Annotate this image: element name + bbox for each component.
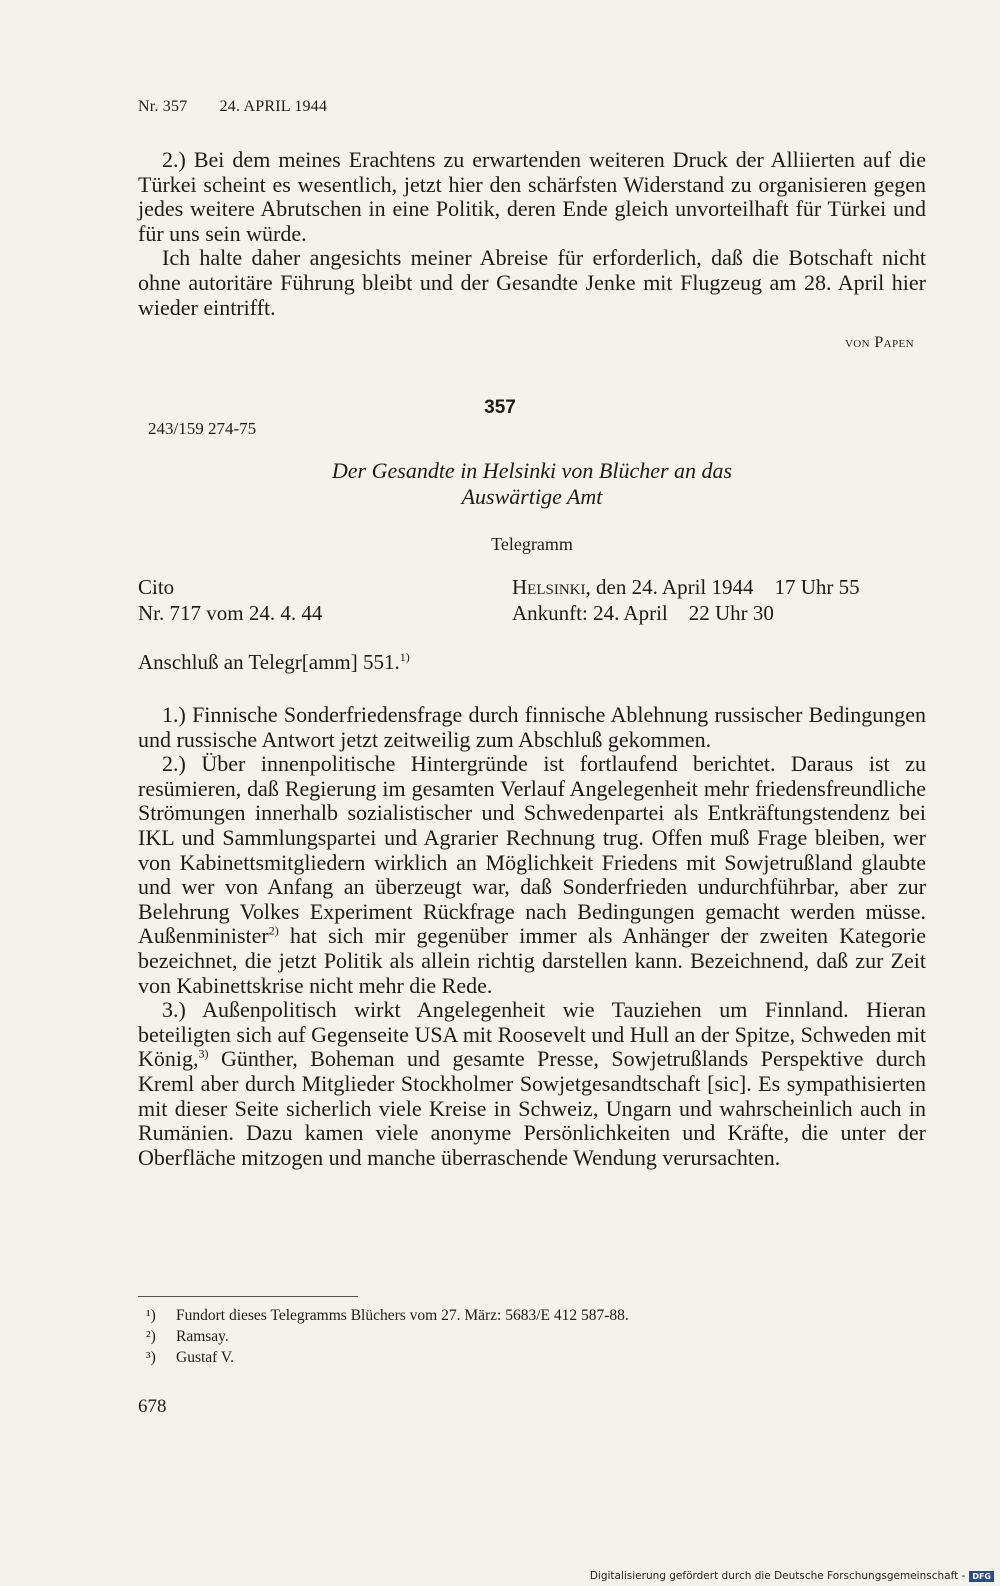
footnote-divider [138, 1296, 358, 1297]
arrival-line: Ankunft: 24. April 22 Uhr 30 [512, 601, 774, 625]
footnote-text: Gustaf V. [176, 1349, 234, 1366]
running-head [138, 98, 327, 116]
document-title-line: Der Gesandte in Helsinki von Blücher an das [331, 458, 733, 483]
priority-mark: Cito [138, 575, 175, 599]
document-title-line: Auswärtige Amt [461, 484, 603, 509]
paragraph [138, 752, 926, 998]
file-reference: 243/159 274-75 [148, 419, 257, 438]
signature: von Papen [844, 334, 914, 351]
footnote [146, 1305, 629, 1326]
reference-text: Anschluß an Telegr[amm] 551. [138, 650, 400, 674]
footnote-mark: ³) [146, 1349, 156, 1366]
dispatch-time: , den 24. April 1944 17 Uhr 55 [585, 575, 860, 599]
footnote [146, 1326, 629, 1347]
running-head-date: 24. APRIL 1944 [219, 98, 328, 115]
paragraph: 2.) Bei dem meines Erachtens zu erwartenden weiteren Druck der Alliierten auf die Türkei scheint es wesentlich, jetzt hier den schärfsten Widerstand zu organisieren gegen jedes weitere Abrutschen in eine Politik, deren Ende gleich unvorteilhaft für Türkei und für uns sein würde. [138, 147, 926, 246]
document-title [138, 458, 926, 510]
footnote [146, 1347, 629, 1368]
credit-text: Digitalisierung gefördert durch die Deutsche Forschungsgemeinschaft - [589, 1570, 966, 1582]
paragraph-text: hat sich mir gegenüber immer als Anhänger der zweiten Kategorie bezeichnet, die jetzt Politik als allein richtig darstellen kann. Bezeichnend, daß zur Zeit von Kabinettskrise nicht mehr die Rede. [138, 923, 926, 998]
paragraph-text: 3.) Außenpolitisch wirkt Angelegenheit wie Tauziehen um Finnland. Hieran beteiligten sich auf Gegenseite USA mit Roosevelt und Hull an der Spitze, Schweden mit König, [138, 997, 926, 1072]
footnote-text: Fundort dieses Telegramms Blüchers vom 27. März: 5683/E 412 587-88. [176, 1307, 629, 1324]
footnote-text: Ramsay. [176, 1328, 229, 1345]
page-number: 678 [138, 1396, 167, 1417]
paragraph: 1.) Finnische Sonderfriedensfrage durch finnische Ablehnung russischer Bedingungen und russische Antwort jetzt zeitweilig zum Abschluß gekommen. [138, 702, 926, 752]
letter-text [138, 703, 926, 1170]
document-type: Telegramm [491, 534, 573, 554]
footnote-ref: 3) [198, 1046, 209, 1061]
paragraph [138, 998, 926, 1170]
footnote-mark: ²) [146, 1328, 156, 1345]
footnotes [146, 1305, 629, 1368]
dispatch-line [512, 575, 860, 600]
paragraph-text: 2.) Über innenpolitische Hintergründe ist fortlaufend berichtet. Daraus ist zu resümieren, daß Regierung im gesamten Verlauf Angelegenheit mehr friedensfreundliche Strömungen innerhalb sozialistischer und Schwedenpartei als Entkräftungstendenz bei IKL und Sammlungspartei und Agrarier Rechnung trug. Offen muß Frage bleiben, wer von Kabinettsmitgliedern wirklich an Möglichkeit Friedens mit Sowjetrußland glaubte und wer von Anfang an überzeugt war, daß Sonderfrieden undurchführbar, aber zur Belehrung Volkes Experiment Rückfrage nach Bedingungen gemacht werden müsse. Außenminister [138, 751, 926, 949]
footnote-mark: ¹) [146, 1307, 156, 1324]
dispatch-place: Helsinki [512, 575, 586, 599]
telegram-number: Nr. 717 vom 24. 4. 44 [138, 601, 323, 625]
reference-line [138, 650, 410, 675]
previous-letter-text [138, 148, 926, 320]
paragraph-text: Günther, Boheman und gesamte Presse, Sowjetrußlands Perspektive durch Kreml aber durch Mitglieder Stockholmer Sowjetgesandtschaft [sic]. Es sympathisierten mit dieser Seite sicherlich viele Kreise in Schweiz, Ungarn und wahrscheinlich auch in Rumänien. Dazu kamen viele anonyme Persönlichkeiten und Kräfte, die unter der Oberfläche mitzogen und manche überraschende Wendung verursachten. [138, 1046, 926, 1170]
paragraph: Ich halte daher angesichts meiner Abreise für erforderlich, daß die Botschaft nicht ohne autoritäre Führung bleibt und der Gesandte Jenke mit Flugzeug am 28. April hier wieder eintrifft. [138, 245, 926, 320]
running-head-number: Nr. 357 [138, 98, 188, 115]
footnote-ref: 2) [268, 924, 279, 939]
footnote-ref: 1) [399, 650, 410, 664]
document-number: 357 [484, 397, 516, 418]
dfg-logo-icon: DFG [969, 1571, 994, 1582]
funding-credit [590, 1570, 994, 1582]
